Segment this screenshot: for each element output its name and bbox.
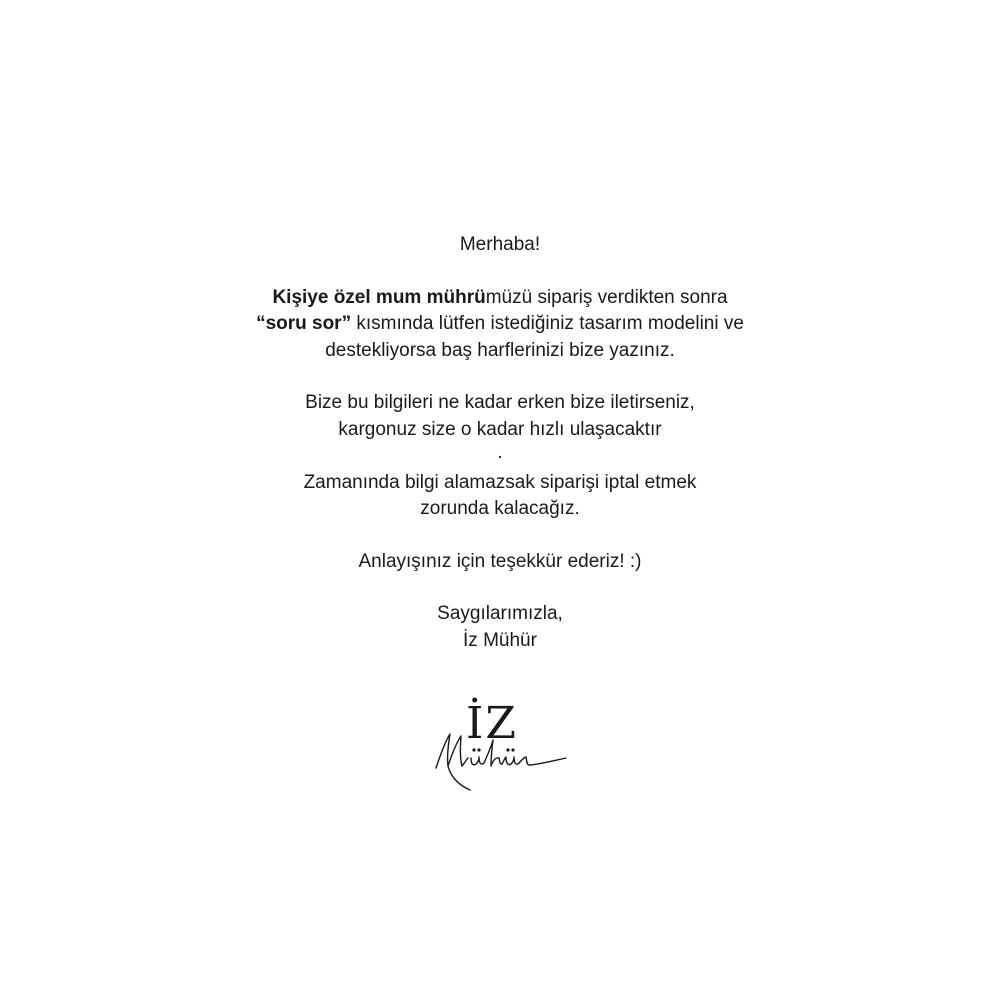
instructions-text-1: müzü sipariş verdikten sonra <box>485 286 728 308</box>
thanks-line: Anlayışınız için teşekkür ederiz! :) <box>358 550 642 572</box>
logo-svg <box>426 688 576 798</box>
instructions-line-2 <box>150 311 850 338</box>
closing-line: Saygılarımızla, <box>437 603 563 624</box>
instructions-line-3: destekliyorsa baş harflerinizi bize yazınız. <box>325 339 675 361</box>
spacer <box>150 523 850 549</box>
ask-question-label: “soru sor” <box>256 313 352 334</box>
letter-body <box>150 232 850 654</box>
notice-line-2: kargonuz size o kadar hızlı ulaşacaktır <box>338 418 662 440</box>
notice-line-4: Zamanında bilgi alamazsak siparişi iptal etmek <box>303 471 697 493</box>
instructions-line-1 <box>150 285 850 312</box>
logo-letters: İZ <box>466 698 518 749</box>
greeting: Merhaba! <box>459 234 541 255</box>
notice-line-5: zorunda kalacağız. <box>420 498 580 519</box>
spacer <box>150 259 850 285</box>
spacer <box>150 364 850 390</box>
notice-line-1: Bize bu bilgileri ne kadar erken bize iletirseniz, <box>305 392 695 413</box>
spacer <box>150 575 850 601</box>
product-name: Kişiye özel mum mührü <box>272 286 486 308</box>
signature-name: İz Mühür <box>463 629 537 651</box>
iz-muhur-logo-icon <box>426 688 576 798</box>
notice-line-3: . <box>497 442 503 463</box>
instructions-text-2: kısmında lütfen istediğiniz tasarım modelini ve <box>351 313 744 334</box>
